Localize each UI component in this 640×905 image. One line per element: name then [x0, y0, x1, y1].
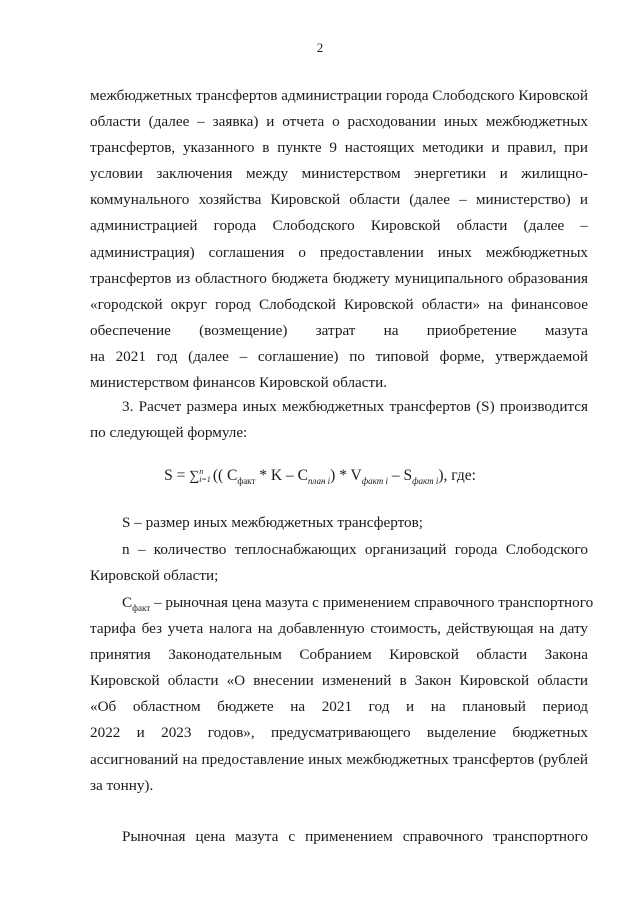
paragraph-market-price	[90, 824, 588, 850]
text-line: коммунального хозяйства Кировской области (далее – министерство) и	[90, 191, 588, 209]
text-line: условии заключения между министерством энергетики и жилищно-	[90, 165, 588, 183]
text-line: обеспечение (возмещение) затрат на приобретение мазута	[90, 321, 588, 339]
text-line: $C_{факт}$ – рыночная цена мазута с применением справочного транспортного	[122, 594, 594, 614]
text-line: Рыночная цена мазута с применением справочного транспортного	[122, 828, 588, 845]
text-line: межбюджетных трансфертов администрации города Слободского Кировской	[90, 87, 588, 104]
text-line: области (далее – заявка) и отчета о расходовании иных межбюджетных	[90, 113, 588, 131]
text-line: Кировской области «О внесении изменений в Закон Кировской области	[90, 672, 588, 690]
text-line: за тонну).	[90, 776, 154, 794]
paragraph-calculation-intro	[90, 394, 588, 446]
text-line: по следующей формуле:	[90, 424, 248, 442]
text-line: «городской округ город Слободской Кировской области» на финансовое	[90, 295, 588, 313]
text-line: 3. Расчет размера иных межбюджетных трансфертов (S) производится	[122, 398, 588, 415]
page-number: 2	[316, 40, 324, 55]
text-line: S – размер иных межбюджетных трансфертов;	[122, 514, 424, 531]
text-line: министерством финансов Кировской области.	[90, 374, 388, 392]
text-line: 2022 и 2023 годов», предусматривающего выделение бюджетных	[90, 724, 588, 742]
text-line: тарифа без учета налога на добавленную стоимость, действующая на дату	[90, 620, 588, 638]
text-line: «Об областном бюджете на 2021 год и на плановый период	[90, 698, 588, 716]
definition-n	[90, 537, 588, 589]
text-line: трансфертов из областного бюджета бюджету муниципального образования	[90, 269, 588, 287]
definition-s	[90, 510, 588, 536]
text-line: n – количество теплоснабжающих организаций города Слободского	[122, 541, 588, 558]
sum-symbol: ∑	[189, 469, 200, 484]
formula: S = ∑n i=1 (( $C_{факт}$ * K – $C_{план i}) * V_{факт i} - S_{факт i}$), где:	[164, 467, 476, 487]
text-line: ассигнований на предоставление иных межбюджетных трансфертов (рублей	[90, 750, 588, 768]
sum-limits: n i=1	[199, 467, 211, 485]
definition-c-fact	[90, 590, 594, 799]
paragraph-conditions	[90, 83, 588, 396]
text-line: администрацией города Слободского Кировской области (далее –	[90, 217, 588, 235]
text-line: Кировской области;	[90, 567, 219, 585]
text-line: принятия Законодательным Собранием Кировской области Закона	[90, 646, 588, 664]
text-line: трансфертов, указанного в пункте 9 настоящих методики и правил, при	[90, 139, 588, 157]
text-line: администрация) соглашения о предоставлении иных межбюджетных	[90, 243, 588, 261]
text-line: на 2021 год (далее – соглашение) по типовой форме, утверждаемой	[90, 347, 588, 365]
